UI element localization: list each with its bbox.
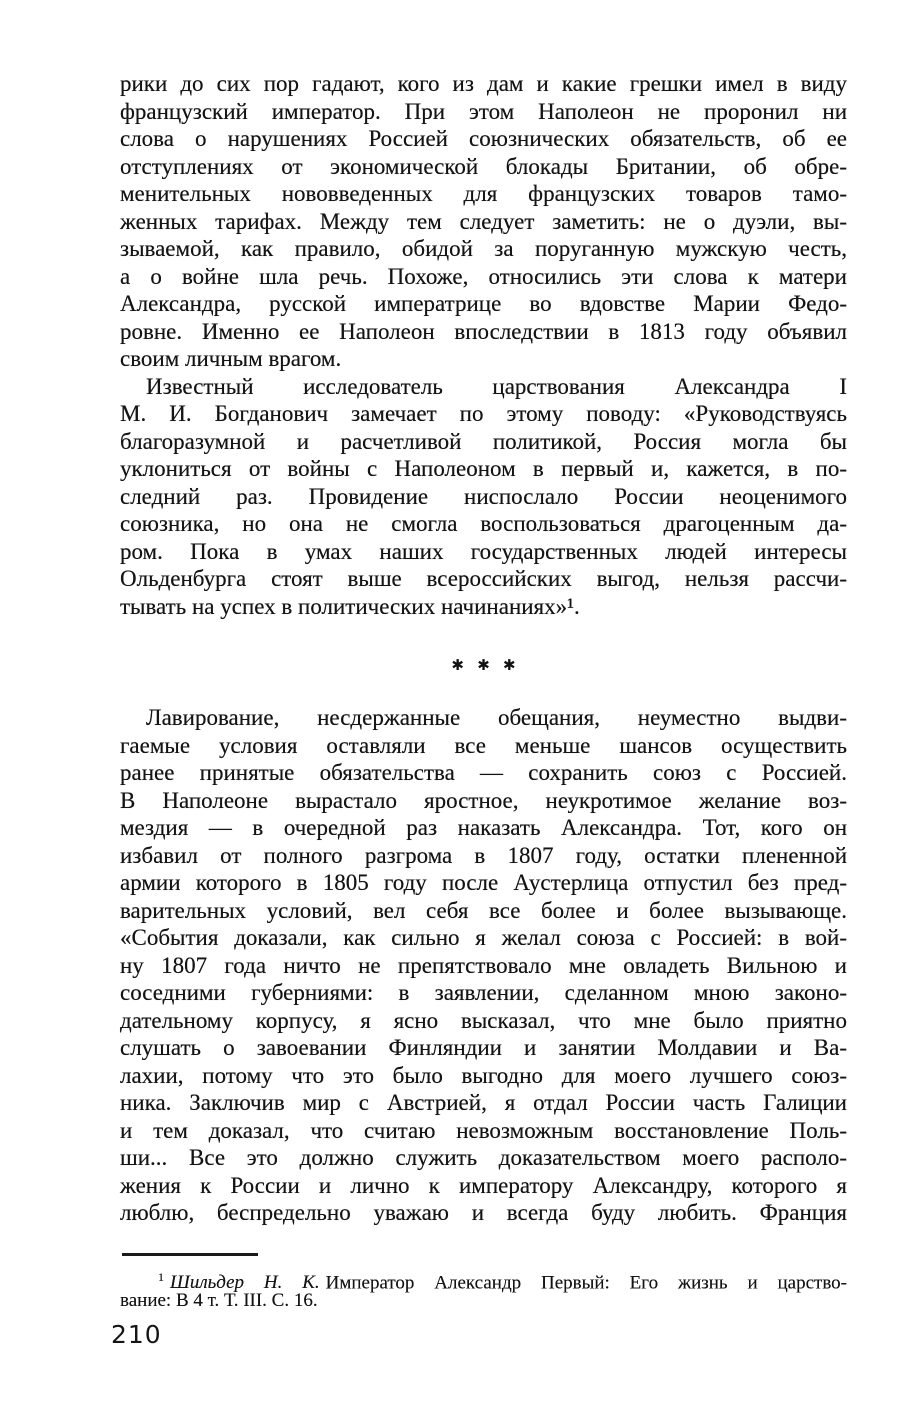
text-line: ну 1807 года ничто не препятствовало мне овладеть Вильною и (120, 952, 847, 978)
text-line: дательному корпусу, я ясно высказал, что мне было приятно (120, 1007, 847, 1033)
text-line: ранее принятые обязательства — сохранить союз с Россией. (120, 760, 847, 785)
footnote-line: вание: В 4 т. Т. III. С. 16. (120, 1289, 318, 1311)
text-line: В Наполеоне вырастало яростное, неукротимое желание воз- (120, 787, 847, 813)
paragraph-bogdanovich-quote (120, 373, 847, 621)
text-line: слова о нарушениях Россией союзнических обязательств, об ее (120, 126, 847, 151)
text-line: и тем доказал, что считаю невозможным восстановление Поль- (120, 1117, 847, 1143)
text-line: менительных нововведенных для французских товаров тамо- (120, 181, 847, 206)
text-line: Лавирование, несдержанные обещания, неуместно выдви- (146, 705, 847, 730)
text-line: тывать на успех в политических начинаниях»¹. (120, 593, 580, 619)
footnote-rule (122, 1253, 258, 1256)
text-line: ром. Пока в умах наших государственных людей интересы (120, 538, 847, 564)
text-line: женных тарифах. Между тем следует заметить: не о дуэли, вы- (120, 208, 847, 234)
text-line: рики до сих пор гадают, кого из дам и какие грешки имел в виду (120, 71, 847, 96)
text-line: люблю, беспредельно уважаю и всегда буду любить. Франция (120, 1200, 847, 1225)
footnote-line (120, 1265, 847, 1293)
footnote-marker: 1 (158, 1269, 164, 1284)
text-line: армии которого в 1805 году после Аустерлица отпустил без пред- (120, 870, 847, 895)
paragraph-napoleon-reproach (120, 70, 847, 373)
text-line: ши... Все это должно служить доказательством моего располо- (120, 1145, 847, 1170)
text-line: М. И. Богданович замечает по этому поводу: «Руководствуясь (120, 401, 847, 426)
text-line: Известный исследователь царствования Александра I (146, 373, 847, 399)
text-line: отступлениях от экономической блокады Британии, об обре- (120, 153, 847, 179)
text-line: Александра, русской императрице во вдовстве Марии Федо- (120, 291, 847, 316)
text-line: уклониться от войны с Наполеоном в первый и, кажется, в по- (120, 456, 847, 481)
text-line: избавил от полного разгрома в 1807 году, остатки плененной (120, 842, 847, 868)
text-line: союзника, но она не смогла воспользоваться драгоценным да- (120, 511, 847, 536)
text-line: своим личным врагом. (120, 346, 342, 371)
footnote-source-title: Император Александр Первый: Его жизнь и царство- (325, 1271, 847, 1293)
text-line: а о войне шла речь. Похоже, относились эти слова к матери (120, 263, 847, 289)
text-line: мездия — в очередной раз наказать Александра. Тот, кого он (120, 815, 847, 840)
text-line: лахии, потому что это было выгодно для моего лучшего союз- (120, 1062, 847, 1088)
text-line: варительных условий, вел себя все более и более вызывающе. (120, 897, 847, 923)
text-line: ника. Заключив мир с Австрией, я отдал России часть Галиции (120, 1090, 847, 1115)
section-separator-asterisks: ✱ ✱ ✱ (451, 656, 516, 674)
text-line: французский император. При этом Наполеон не проронил ни (120, 98, 847, 124)
text-line: гаемые условия оставляли все меньше шансов осуществить (120, 732, 847, 758)
text-line: Ольденбурга стоят выше всероссийских выгод, нельзя рассчи- (120, 566, 847, 591)
text-line: «События доказали, как сильно я желал союза с Россией: в вой- (120, 925, 847, 950)
text-line: жения к России и лично к императору Александру, которого я (120, 1172, 847, 1198)
text-block (111, 70, 847, 1350)
text-line: благоразумной и расчетливой политикой, Россия могла бы (120, 428, 847, 454)
footnote (120, 1265, 847, 1313)
text-line: следний раз. Провидение ниспослало России неоценимого (120, 483, 847, 509)
footnote-source-author: Шильдер Н. К. (170, 1271, 320, 1293)
text-line: зываемой, как правило, обидой за поруганную мужскую честь, (120, 236, 847, 261)
page-number: 210 (111, 1319, 162, 1349)
paragraph-napoleon-grievance (120, 704, 847, 1227)
text-line: соседними губерниями: в заявлении, сделанном мною законо- (120, 980, 847, 1005)
text-line: ровне. Именно ее Наполеон впоследствии в 1813 году объявил (120, 318, 847, 344)
text-line: слушать о завоевании Финляндии и занятии Молдавии и Ва- (120, 1035, 847, 1060)
